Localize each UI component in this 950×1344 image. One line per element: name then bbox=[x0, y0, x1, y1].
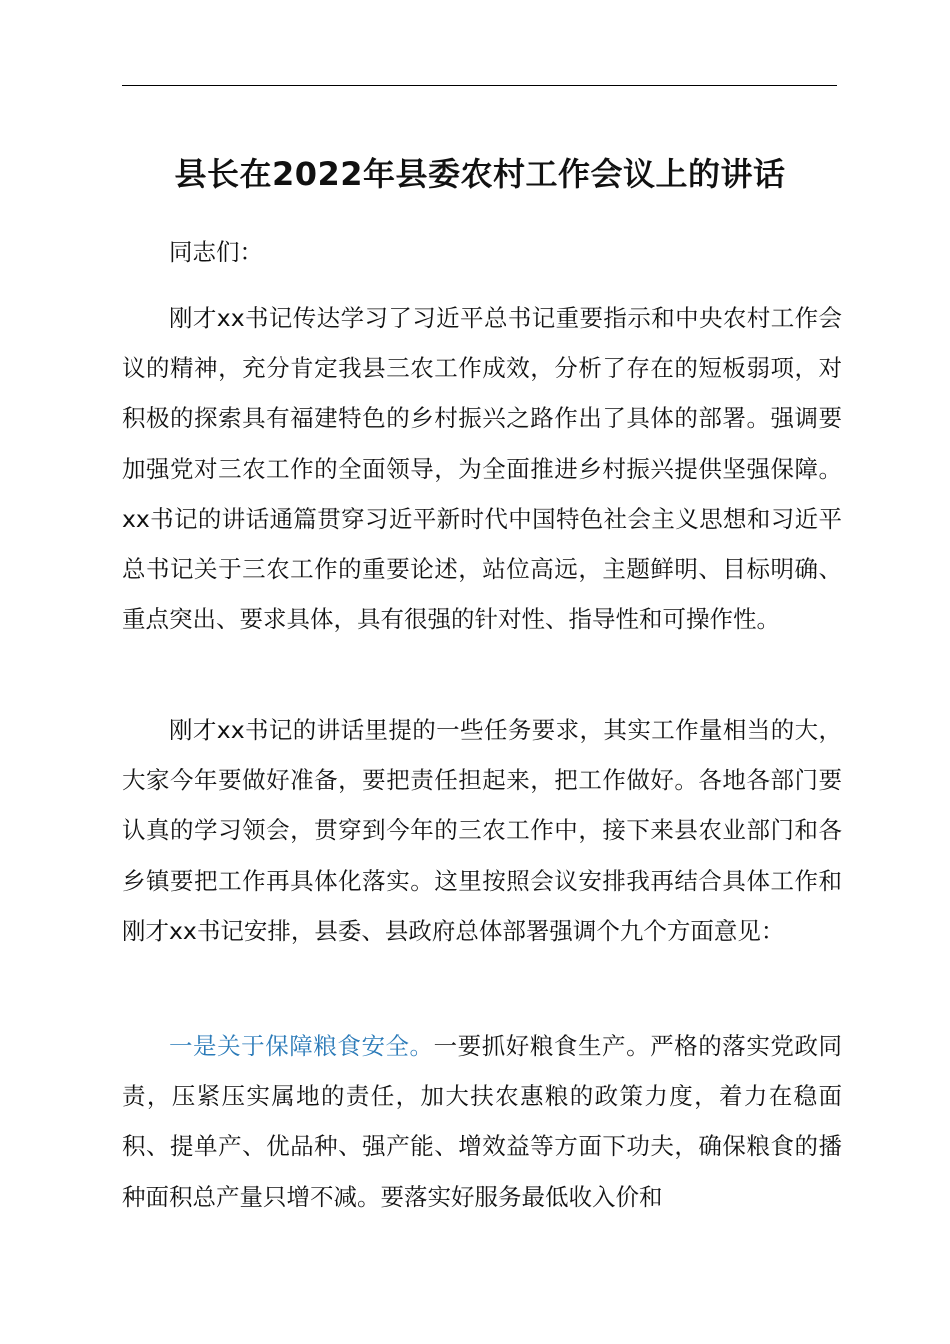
paragraph-3-body: 一要抓好粮食生产。严格的落实党政同责，压紧压实属地的责任，加大扶农惠粮的政策力度，着力在稳面积、提单产、优品种、强产能、增效益等方面下功夫，确保粮食的播种面积总产量只增不减。要落实好服务最低收入价和 bbox=[122, 1032, 843, 1211]
paragraph-3 bbox=[122, 1021, 842, 1222]
salutation: 同志们： bbox=[169, 238, 263, 266]
header-rule bbox=[122, 85, 837, 86]
section-heading-food-security: 一是关于保障粮食安全。 bbox=[169, 1032, 434, 1060]
paragraph-2: 刚才xx书记的讲话里提的一些任务要求，其实工作量相当的大，大家今年要做好准备，要把责任担起来，把工作做好。各地各部门要认真的学习领会，贯穿到今年的三农工作中，接下来县农业部门和各乡镇要把工作再具体化落实。这里按照会议安排我再结合具体工作和刚才xx书记安排，县委、县政府总体部署强调个九个方面意见： bbox=[122, 716, 842, 945]
paragraph-1: 刚才xx书记传达学习了习近平总书记重要指示和中央农村工作会议的精神，充分肯定我县三农工作成效，分析了存在的短板弱项，对积极的探索具有福建特色的乡村振兴之路作出了具体的部署。强调要加强党对三农工作的全面领导，为全面推进乡村振兴提供坚强保障。xx书记的讲话通篇贯穿习近平新时代中国特色社会主义思想和习近平总书记关于三农工作的重要论述，站位高远，主题鲜明、目标明确、重点突出、要求具体，具有很强的针对性、指导性和可操作性。 bbox=[122, 304, 842, 634]
document-title: 县长在2022年县委农村工作会议上的讲话 bbox=[174, 155, 786, 193]
